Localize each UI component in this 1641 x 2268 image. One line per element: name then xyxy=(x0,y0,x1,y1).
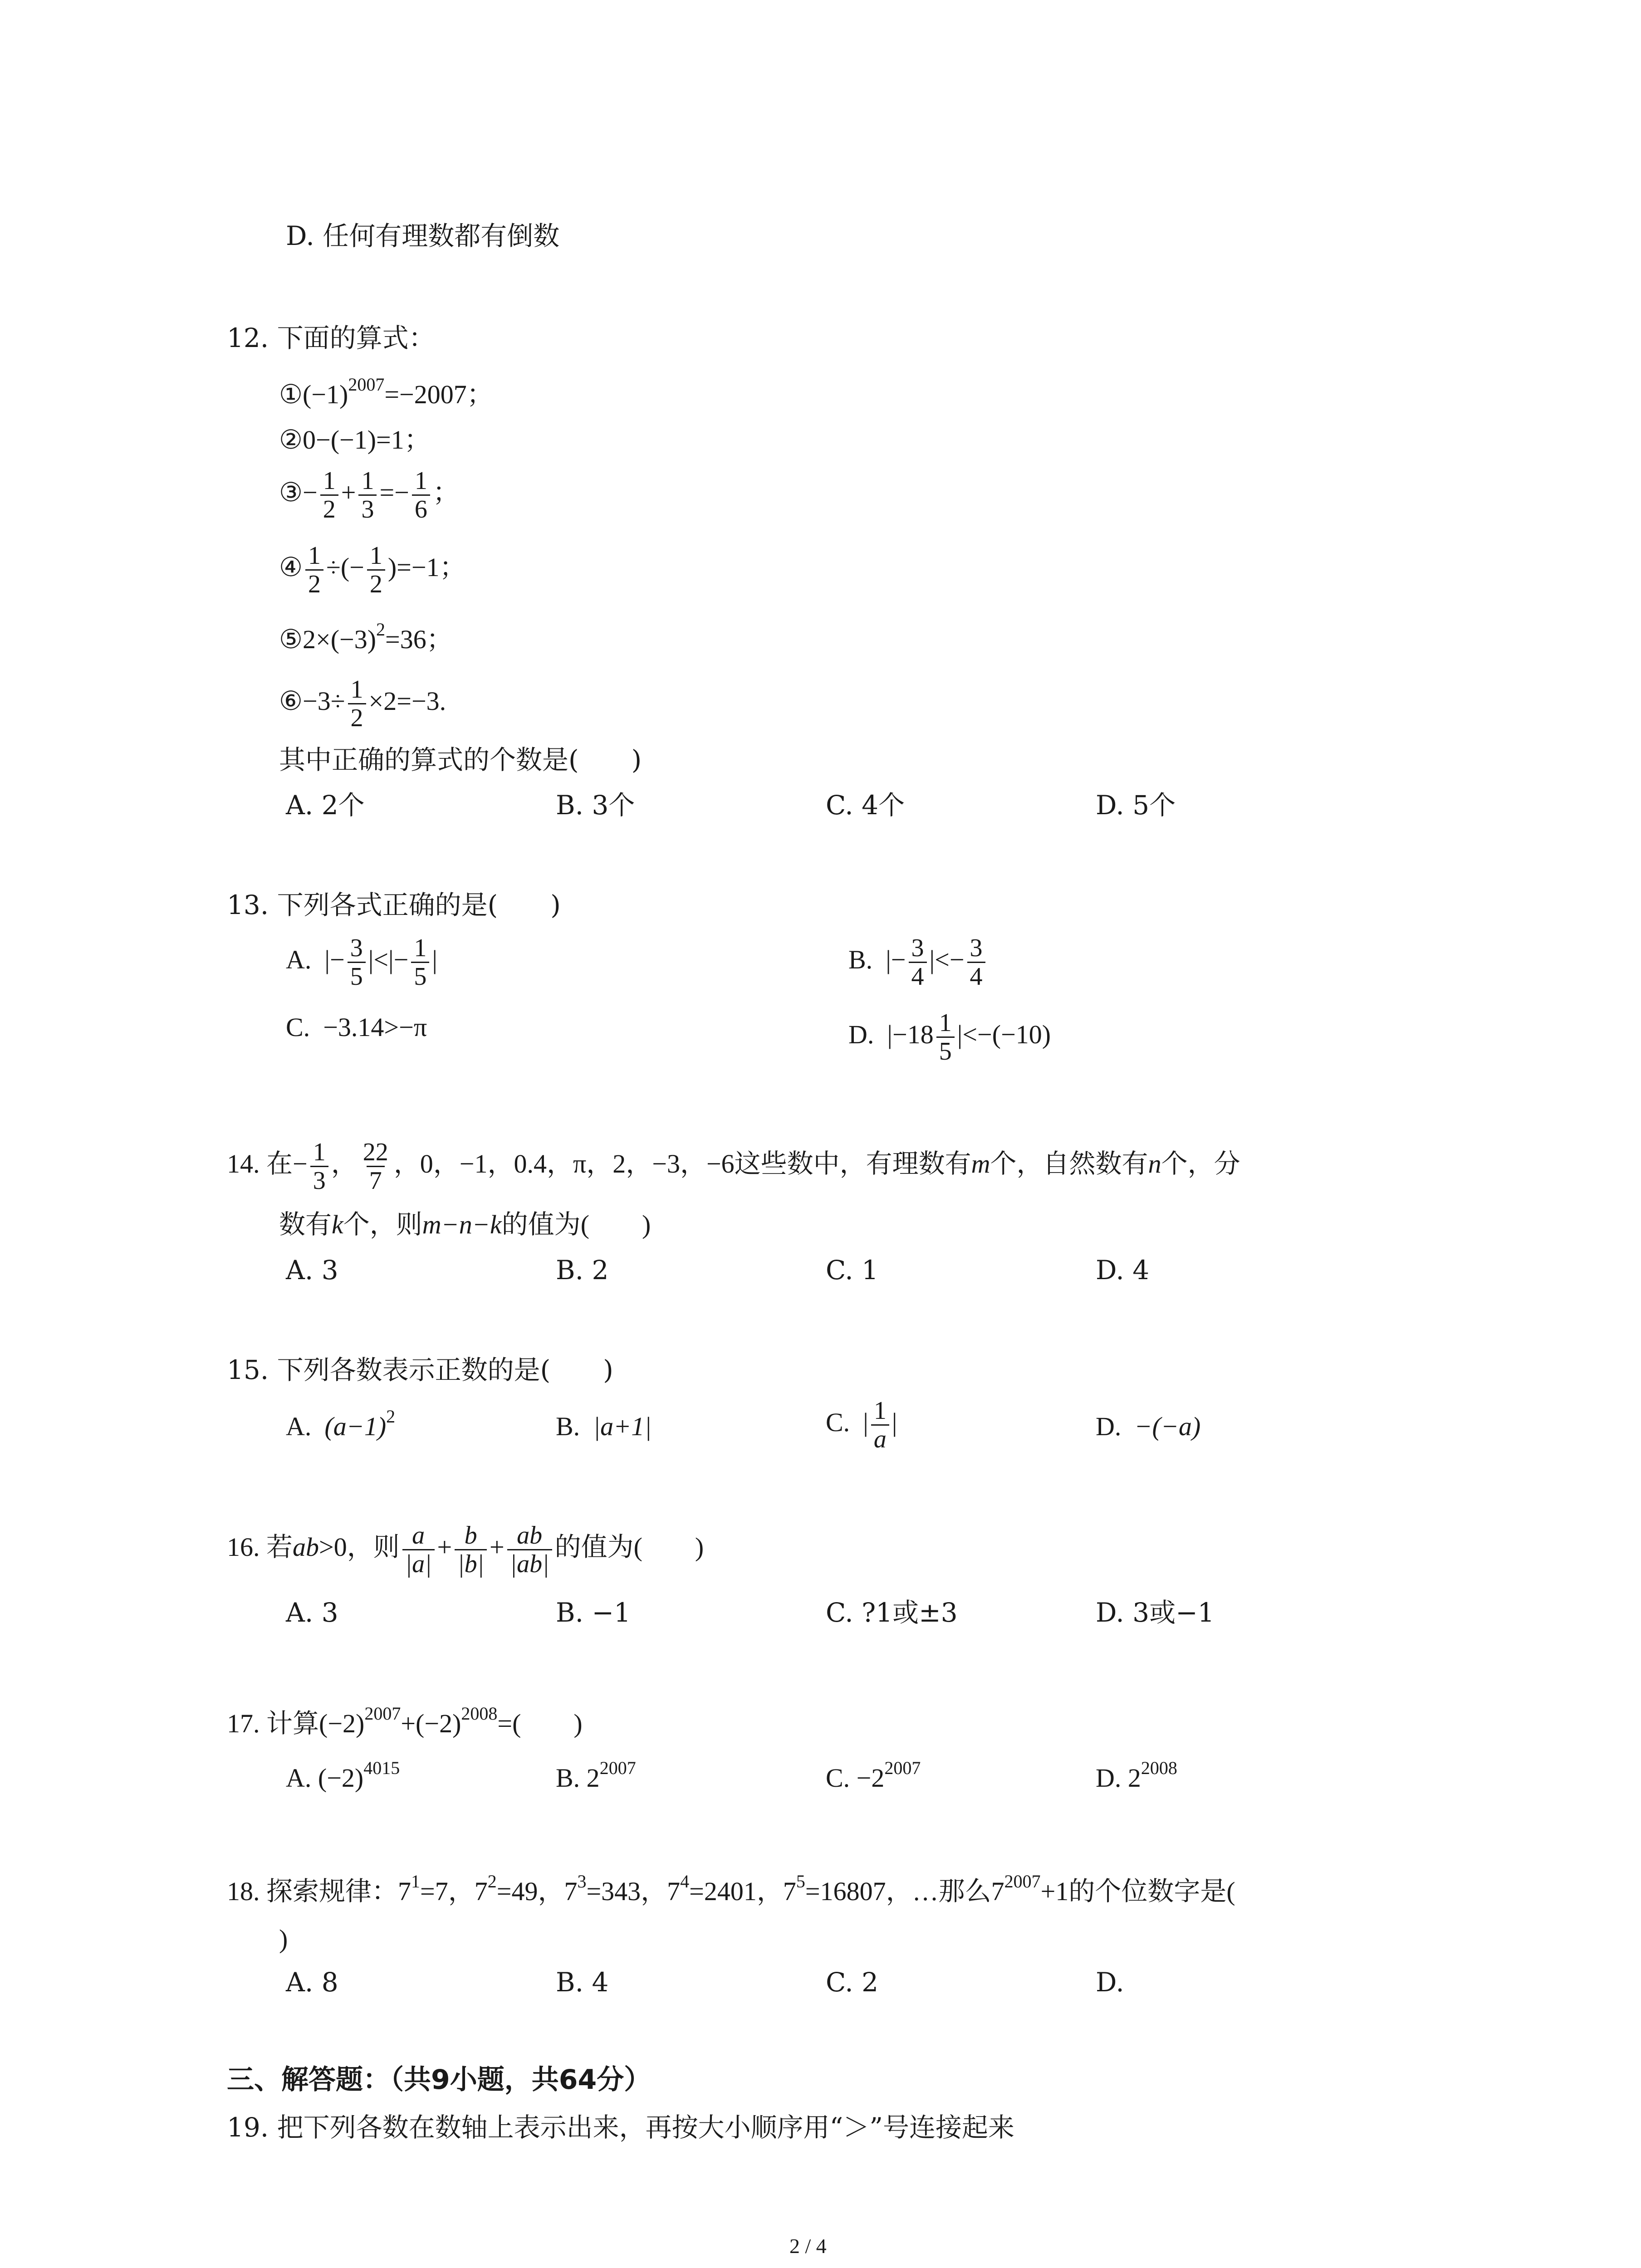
fraction-one-third: $\frac{1}{3}$ xyxy=(358,467,377,523)
q18-option-c: C. 2 xyxy=(826,1967,879,1998)
q12-option-b: B. 3个 xyxy=(556,790,635,821)
q16-option-d: D. 3或−1 xyxy=(1096,1597,1215,1628)
q11-option-d: D. 任何有理数都有倒数 xyxy=(286,220,560,251)
q13-stem: 13. 下列各式正确的是( ) xyxy=(227,890,561,920)
fraction-one-half: $\frac{1}{2}$ xyxy=(348,676,366,732)
q12-stem: 12. 下面的算式： xyxy=(227,323,435,353)
q18-option-b: B. 4 xyxy=(556,1967,609,1998)
q12-formula-6: ⑥−3÷ $\frac{1}{2}$ ×2=−3. xyxy=(279,675,446,732)
fraction-one-half: $\frac{1}{2}$ xyxy=(367,542,385,598)
q18-line-1: 18. 探索规律：$7^1=7$，$7^2=49$，$7^3=343$，$7^4=2401$，$7^5=16807$，…那么$7^{2007}+1$的个位数字是( xyxy=(227,1871,1235,1906)
q12-option-d: D. 5个 xyxy=(1096,790,1176,821)
q12-question: 其中正确的算式的个数是( ) xyxy=(279,744,642,775)
fraction-b-over-abs-b: $\frac{b}{|b|}$ xyxy=(455,1522,487,1578)
q17-option-d: D. $2^{2008}$ xyxy=(1096,1758,1177,1793)
q18-line-2: ) xyxy=(279,1924,288,1954)
fraction-twentytwo-sevenths: $\frac{22}{7}$ xyxy=(362,1138,388,1195)
fraction-one-half: $\frac{1}{2}$ xyxy=(305,542,323,598)
q13-option-a: A. |− $\frac{3}{5}$ |<|− $\frac{1}{5}$ | xyxy=(286,934,437,991)
q17-option-c: C. $-2^{2007}$ xyxy=(826,1758,921,1793)
q15-option-c: C. | $\frac{1}{a}$ | xyxy=(826,1397,897,1453)
q18-option-a: A. 8 xyxy=(286,1967,338,1998)
q17-stem: 17. 计算$(-2)^{2007}+(-2)^{2008}=$( ) xyxy=(227,1703,583,1738)
q14-line-2: 数有k个，则m−n−k的值为( ) xyxy=(279,1210,651,1239)
q15-stem: 15. 下列各数表示正数的是( ) xyxy=(227,1354,613,1385)
q16-option-a: A. 3 xyxy=(286,1597,338,1628)
q14-option-c: C. 1 xyxy=(826,1255,879,1286)
q12-option-c: C. 4个 xyxy=(826,790,905,821)
page-number: 2 / 4 xyxy=(789,2234,827,2258)
q14-option-a: A. 3 xyxy=(286,1255,338,1286)
q17-option-a: A. $(-2)^{4015}$ xyxy=(286,1758,400,1793)
q12-formula-4: ④ $\frac{1}{2}$ ÷(− $\frac{1}{2}$ )=−1； xyxy=(279,542,466,598)
q12-formula-1: $①(-1)^{2007}=-2007$； xyxy=(279,374,493,409)
fraction-one-fifth: $\frac{1}{5}$ xyxy=(411,934,429,990)
section-3-title: 三、解答题：（共9小题，共64分） xyxy=(227,2064,652,2096)
q12-formula-2: ②0−(−1)=1； xyxy=(279,425,431,455)
q16-stem: 16. 若ab>0，则 $\frac{a}{|a|}$ + $\frac{b}{|b|}$ + $\frac{ab}{|ab|}$ 的值为( ) xyxy=(227,1521,704,1578)
q14-option-d: D. 4 xyxy=(1096,1255,1150,1286)
q16-option-c: C. ?1或±3 xyxy=(826,1597,958,1628)
q15-option-d: D. −(−a) xyxy=(1096,1412,1201,1441)
fraction-three-quarters: $\frac{3}{4}$ xyxy=(967,934,985,990)
q15-option-b: B. |a+1| xyxy=(556,1412,652,1441)
fraction-three-fifths: $\frac{3}{5}$ xyxy=(348,934,366,990)
q12-option-a: A. 2个 xyxy=(286,790,365,821)
q14-option-b: B. 2 xyxy=(556,1255,609,1286)
fraction-one-fifth: $\frac{1}{5}$ xyxy=(936,1009,955,1065)
q16-option-b: B. −1 xyxy=(556,1597,631,1628)
q19-stem: 19. 把下列各数在数轴上表示出来，再按大小顺序用“＞”号连接起来 xyxy=(227,2112,1014,2143)
q12-formula-5: $⑤2\times(-3)^2=36$； xyxy=(279,619,453,654)
q14-line-1: 14. 在− $\frac{1}{3}$ ， $\frac{22}{7}$ ，0，−1，0.4，π，2，−3，−6这些数中，有理数有m个，自然数有n个，分 xyxy=(227,1138,1240,1195)
fraction-one-over-a: $\frac{1}{a}$ xyxy=(871,1397,889,1453)
fraction-one-sixth: $\frac{1}{6}$ xyxy=(412,467,430,523)
q17-option-b: B. $2^{2007}$ xyxy=(556,1758,636,1793)
fraction-one-half: $\frac{1}{2}$ xyxy=(320,467,338,523)
q13-option-c: C. −3.14>−π xyxy=(286,1012,427,1042)
q13-option-d: D. |−18 $\frac{1}{5}$ |<−(−10) xyxy=(848,1009,1051,1066)
fraction-ab-over-abs-ab: $\frac{ab}{|ab|}$ xyxy=(507,1522,552,1578)
fraction-a-over-abs-a: $\frac{a}{|a|}$ xyxy=(402,1522,435,1578)
fraction-three-quarters: $\frac{3}{4}$ xyxy=(909,934,927,990)
q12-formula-3: ③− $\frac{1}{2}$ + $\frac{1}{3}$ =− $\frac{1}{6}$ ； xyxy=(279,467,459,523)
q15-option-a: A. $(a-1)^2$ xyxy=(286,1406,396,1441)
fraction-one-third: $\frac{1}{3}$ xyxy=(310,1139,328,1194)
q13-option-b: B. |− $\frac{3}{4}$ |<− $\frac{3}{4}$ xyxy=(848,934,988,990)
q18-option-d: D. xyxy=(1096,1967,1124,1998)
